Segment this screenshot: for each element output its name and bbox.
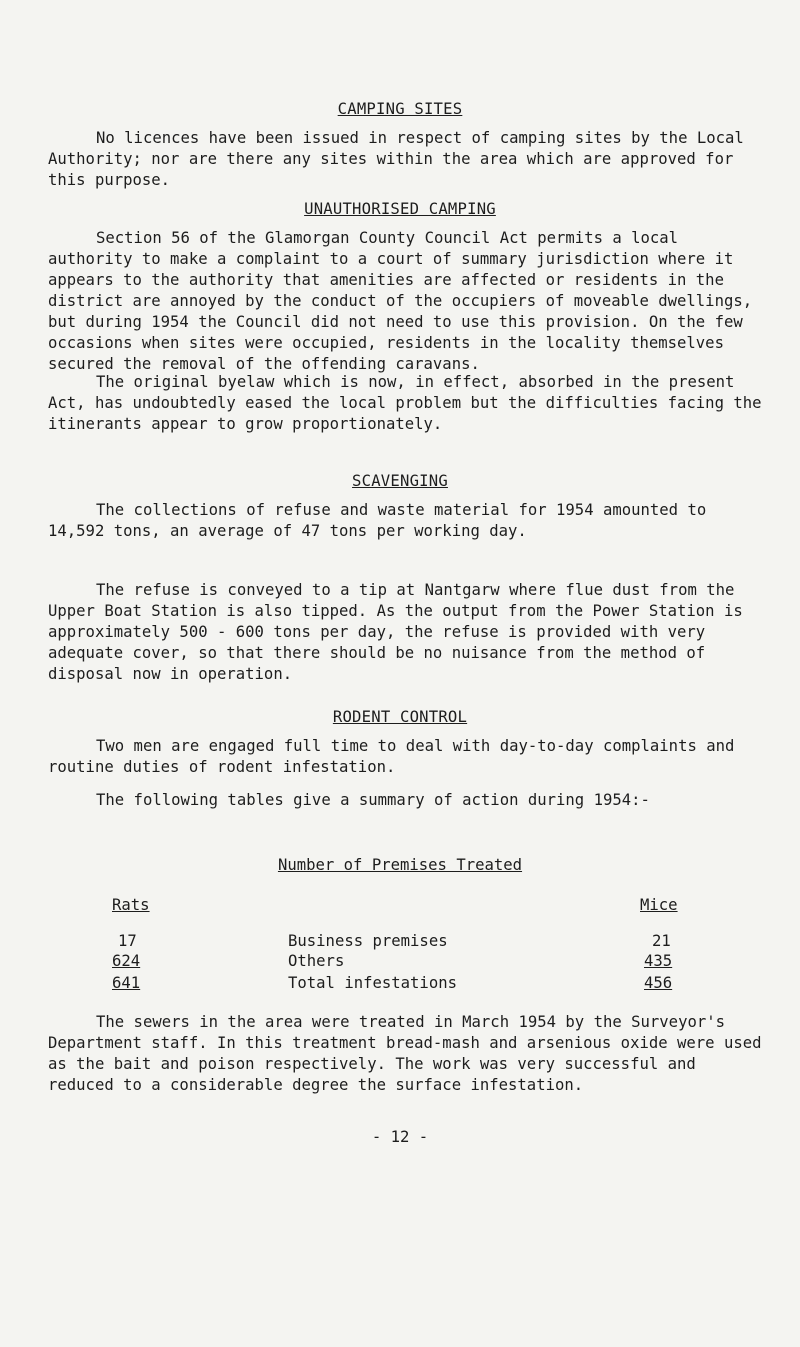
paragraph-rodent-1: Two men are engaged full time to deal with day-to-day complaints and routine duties of rodent infestation. bbox=[48, 737, 735, 776]
table-cell-rats: 624 bbox=[112, 952, 141, 970]
heading-rodent-control: RODENT CONTROL bbox=[332, 708, 468, 726]
table-cell-label: Others bbox=[288, 952, 345, 970]
column-header-mice: Mice bbox=[640, 896, 678, 914]
table-cell-mice: 21 bbox=[652, 932, 671, 950]
table-cell-label: Business premises bbox=[288, 932, 448, 950]
paragraph-rodent-3: The sewers in the area were treated in March 1954 by the Surveyor's Department staff. In this treatment bread-mash and arsenious oxide were used as the bait and poison respectively. The work was very successful and reduced to a considerable degree the surface infestation. bbox=[48, 1013, 762, 1094]
page-number: - 12 - bbox=[371, 1128, 429, 1146]
column-header-rats: Rats bbox=[112, 896, 150, 914]
table-cell-rats: 641 bbox=[112, 974, 141, 992]
table-cell-label: Total infestations bbox=[288, 974, 457, 992]
paragraph-rodent-2: The following tables give a summary of action during 1954:- bbox=[96, 791, 650, 809]
heading-unauthorised-camping: UNAUTHORISED CAMPING bbox=[304, 200, 496, 218]
heading-camping-sites: CAMPING SITES bbox=[337, 100, 463, 118]
table-cell-mice: 435 bbox=[644, 952, 673, 970]
paragraph-camping-sites: No licences have been issued in respect of camping sites by the Local Authority; nor are there any sites within the area which are approved for this purpose. bbox=[48, 129, 744, 189]
heading-scavenging: SCAVENGING bbox=[352, 472, 448, 490]
paragraph-scavenging-1: The collections of refuse and waste material for 1954 amounted to 14,592 tons, an average of 47 tons per working day. bbox=[48, 501, 707, 540]
table-cell-rats: 17 bbox=[118, 932, 137, 950]
paragraph-unauthorised-1: Section 56 of the Glamorgan County Council Act permits a local authority to make a complaint to a court of summary jurisdiction where it appears to the authority that amenities are affected or residents in the district are annoyed by the conduct of the occupiers of moveable dwellings, but during 1954 the Council did not need to use this provision. On the few occasions when sites were occupied, residents in the locality themselves secured the removal of the offending caravans. bbox=[48, 229, 753, 373]
paragraph-scavenging-2: The refuse is conveyed to a tip at Nantgarw where flue dust from the Upper Boat Station is also tipped. As the output from the Power Station is approximately 500 - 600 tons per day, the refuse is provided with very adequate cover, so that there should be no nuisance from the method of disposal now in operation. bbox=[48, 581, 743, 683]
table-cell-mice: 456 bbox=[644, 974, 673, 992]
table-title: Number of Premises Treated bbox=[277, 856, 523, 874]
paragraph-unauthorised-2: The original byelaw which is now, in effect, absorbed in the present Act, has undoubtedly eased the local problem but the difficulties facing the itinerants appear to grow proportionately. bbox=[48, 373, 762, 433]
